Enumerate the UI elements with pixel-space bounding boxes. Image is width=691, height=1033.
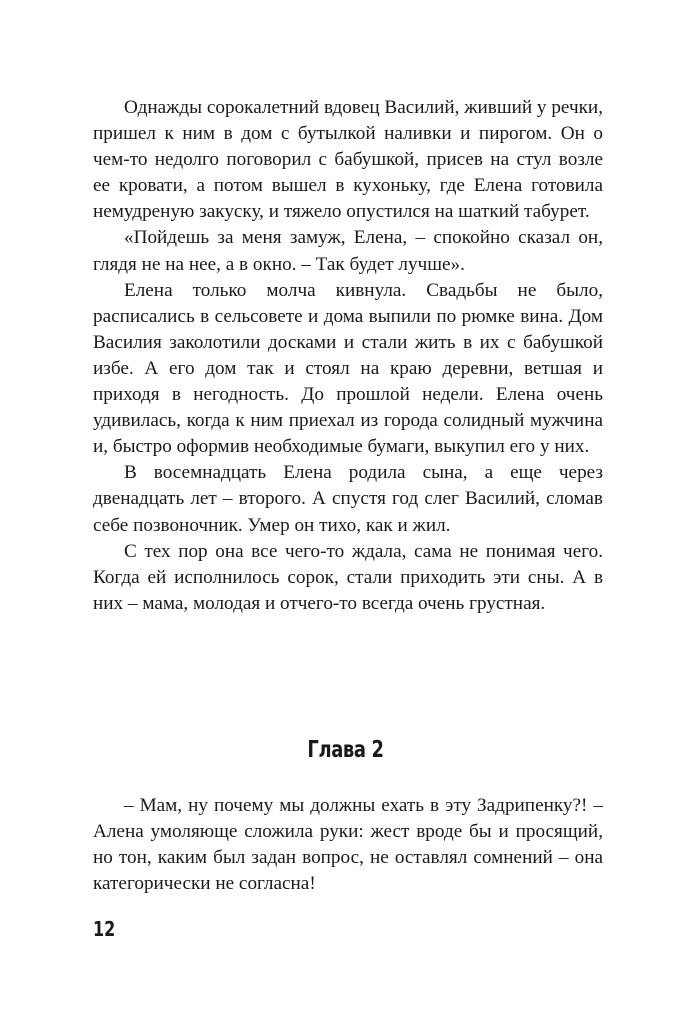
paragraph: Однажды сорокалетний вдовец Василий, живший у речки, пришел к ним в дом с бутылкой наливки и пирогом. Он о чем-то недолго поговорил с бабушкой, присев на стул возле ее кровати, а потом вышел в кухоньку, где Елена готовила немудреную закуску, и тяжело опустился на шаткий табурет. [93,97,603,223]
paragraph: – Мам, ну почему мы должны ехать в эту Задрипенку?! – Алена умоляюще сложила руки: жест вроде бы и просящий, но тон, каким был задан вопрос, не оставлял сомнений – она категорически не согласна! [93,795,603,895]
paragraph: В восемнадцать Елена родила сына, а еще через двенадцать лет – второго. А спустя год слег Василий, сломав себе позвоночник. Умер он тихо, как и жил. [93,462,603,536]
paragraph: «Пойдешь за меня замуж, Елена, – спокойно сказал он, глядя не на нее, а в окно. – Так будет лучше». [93,227,603,275]
chapter-text [93,793,603,897]
paragraph: Елена только молча кивнула. Свадьбы не было, расписались в сельсовете и дома выпили по рюмке вина. Дом Василия заколотили досками и стали жить в их с бабушкой избе. А его дом так и стоял на краю деревни, ветшая и приходя в негодность. До прошлой недели. Елена очень удивилась, когда к ним приехал из города солидный мужчина и, быстро оформив необходимые бумаги, выкупил его у них. [93,279,603,458]
body-text [93,95,603,617]
page-number: 12 [93,917,116,941]
paragraph: С тех пор она все чего-то ждала, сама не понимая чего. Когда ей исполнилось сорок, стали приходить эти сны. А в них – мама, молодая и отчего-то всегда очень грустная. [93,540,603,614]
chapter-title: Глава 2 [307,737,384,763]
